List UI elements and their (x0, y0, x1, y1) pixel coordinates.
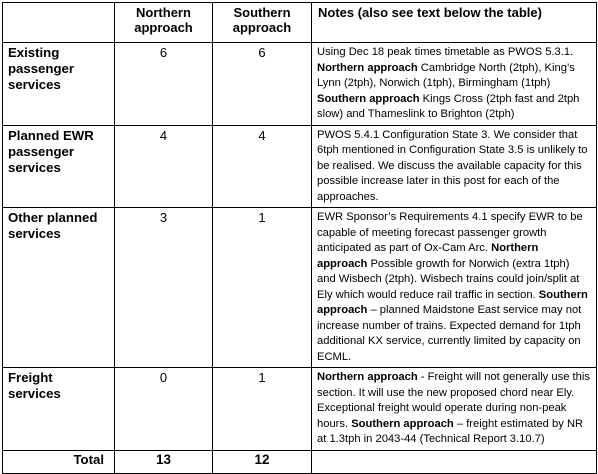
notes-cell (312, 208, 597, 368)
notes-text: Possible growth for Norwich (extra 1tph) and Wisbech (2tph). Wisbech trains could join/split at Ely which would reduce rail traffic in section. (317, 257, 580, 301)
total-label: Total (3, 450, 115, 473)
total-notes (312, 450, 597, 473)
southern-value: 1 (213, 368, 312, 451)
header-notes: Notes (also see text below the table) (312, 3, 597, 43)
southern-value: 4 (213, 125, 312, 208)
table-row (3, 208, 597, 368)
notes-emphasis: Southern approach (317, 288, 588, 316)
notes-emphasis: Northern approach (317, 61, 418, 74)
row-label: Freight services (3, 368, 115, 451)
header-row (3, 3, 597, 43)
table-row (3, 43, 597, 126)
notes-emphasis: Southern approach (351, 417, 454, 430)
notes-text: – freight estimated by NR at 1.3tph in 2043-44 (Technical Report 3.10.7) (317, 417, 584, 445)
notes-text: – planned Maidstone East service may not increase number of trains. Expected demand for 1tph additional KX service, currently limited by capacity on ECML. (317, 304, 582, 363)
row-label: Planned EWR passenger services (3, 125, 115, 208)
southern-value: 1 (213, 208, 312, 368)
notes-emphasis: Northern approach (317, 242, 539, 270)
notes-emphasis: Southern approach (317, 92, 420, 105)
notes-text: Kings Cross (2tph fast and 2tph slow) and Thameslink to Brighton (2tph) (317, 92, 580, 120)
capacity-table (2, 2, 597, 474)
notes-text: Using Dec 18 peak times timetable as PWOS 5.3.1. (317, 46, 574, 58)
northern-value: 0 (115, 368, 213, 451)
total-southern: 12 (213, 450, 312, 473)
notes-cell (312, 368, 597, 451)
notes-text: Cambridge North (2tph), King’s Lynn (2tph), Norwich (1tph), Birmingham (1tph) (317, 61, 575, 89)
northern-value: 6 (115, 43, 213, 126)
notes-emphasis: Northern approach (317, 371, 418, 383)
notes-cell (312, 43, 597, 126)
notes-text: - Freight will not generally use this section. It will use the new proposed chord near Ely. Exceptional freight would operate during non-peak hours. (317, 371, 590, 430)
northern-value: 4 (115, 125, 213, 208)
header-southern: Southern approach (213, 3, 312, 43)
notes-cell (312, 125, 597, 208)
notes-text: EWR Sponsor’s Requirements 4.1 specify EWR to be capable of meeting forecast passenger growth anticipated as part of Ox-Cam Arc. (317, 211, 583, 254)
table-row (3, 368, 597, 451)
row-label: Other planned services (3, 208, 115, 368)
northern-value: 3 (115, 208, 213, 368)
total-row (3, 450, 597, 473)
southern-value: 6 (213, 43, 312, 126)
header-label-cell (3, 3, 115, 43)
row-label: Existing passenger services (3, 43, 115, 126)
header-northern: Northern approach (115, 3, 213, 43)
notes-text: PWOS 5.4.1 Configuration State 3. We consider that 6tph mentioned in Configuration State 3.5 is unlikely to be realised. We discuss the available capacity for this possible increase later in this post for each of the approaches. (317, 128, 588, 203)
total-northern: 13 (115, 450, 213, 473)
table-row (3, 125, 597, 208)
